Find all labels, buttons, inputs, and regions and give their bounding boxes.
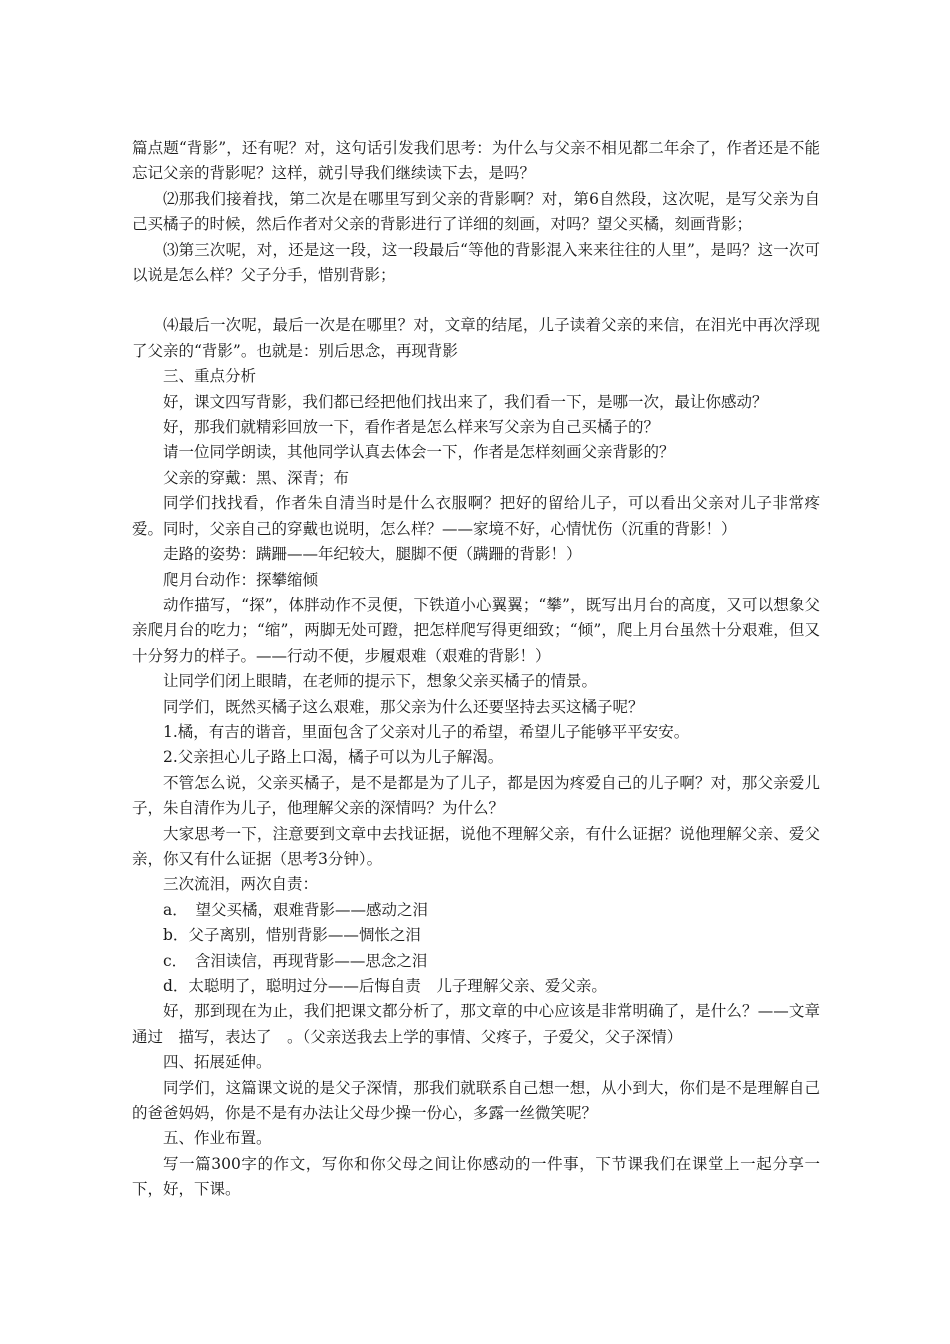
document-body	[132, 136, 820, 1203]
section-heading: 三、重点分析	[163, 367, 257, 386]
paragraph: 动作描写，“探”，体胖动作不灵便，下铁道小心翼翼；“攀”，既写出月台的高度，又可以想象父亲爬月台的吃力；“缩”，两脚无处可蹬，把怎样爬写得更细致；“倾”，爬上月台虽然十分艰难，但又十分努力的样子。——行动不便，步履艰难（艰难的背影！）	[132, 595, 820, 665]
list-item: b．父子离别，惜别背影——惆怅之泪	[163, 926, 421, 945]
paragraph: ⑷最后一次呢，最后一次是在哪里？对，文章的结尾，儿子读着父亲的来信，在泪光中再次浮现了父亲的“背影”。也就是：别后思念，再现背影	[132, 316, 820, 360]
paragraph: 好，课文四写背影，我们都已经把他们找出来了，我们看一下，是哪一次，最让你感动？	[163, 392, 768, 411]
paragraph: 爬月台动作：探攀缩倾	[163, 570, 319, 589]
list-item: 1.橘，有吉的谐音，里面包含了父亲对儿子的希望，希望儿子能够平平安安。	[163, 722, 690, 741]
paragraph: 同学们，既然买橘子这么艰难，那父亲为什么还要坚持去买这橘子呢？	[163, 697, 644, 716]
paragraph: 同学们找找看，作者朱自清当时是什么衣服啊？把好的留给儿子，可以看出父亲对儿子非常疼爱。同时，父亲自己的穿戴也说明，怎么样？——家境不好，心情忧伤（沉重的背影！）	[132, 494, 820, 538]
list-item: c． 含泪读信，再现背影——思念之泪	[163, 951, 428, 970]
list-item: 2.父亲担心儿子路上口渴，橘子可以为儿子解渴。	[163, 748, 504, 767]
list-item: a． 望父买橘，艰难背影——感动之泪	[163, 900, 428, 919]
list-item: d．太聪明了，聪明过分——后悔自责 儿子理解父亲、爱父亲。	[163, 977, 607, 995]
section-heading: 四、拓展延伸。	[163, 1053, 272, 1072]
paragraph: ⑶第三次呢，对，还是这一段，这一段最后“等他的背影混入来来往往的人里”，是吗？这一次可以说是怎么样？父子分手，惜别背影；	[132, 240, 820, 285]
paragraph: 好，那到现在为止，我们把课文都分析了，那文章的中心应该是非常明确了，是什么？——文章通过 描写，表达了 。（父亲送我去上学的事情、父疼子，子爱父，父子深情）	[132, 1002, 820, 1046]
paragraph: 篇点题“背影”，还有呢？对，这句话引发我们思考：为什么与父亲不相见都二年余了，作者还是不能忘记父亲的背影呢？这样，就引导我们继续读下去，是吗？	[132, 139, 820, 183]
paragraph: 好，那我们就精彩回放一下，看作者是怎么样来写父亲为自己买橘子的？	[163, 418, 660, 437]
section-heading: 五、作业布置。	[163, 1129, 272, 1148]
paragraph: 三次流泪，两次自责：	[163, 875, 319, 894]
paragraph: 写一篇300字的作文，写你和你父母之间让你感动的一件事，下节课我们在课堂上一起分享一下，好，下课。	[132, 1154, 820, 1199]
paragraph: 同学们，这篇课文说的是父子深情，那我们就联系自己想一想，从小到大，你们是不是理解自己的爸爸妈妈，你是不是有办法让父母少操一份心，多露一丝微笑呢？	[132, 1078, 820, 1123]
paragraph: 走路的姿势：蹒跚——年纪较大，腿脚不便（蹒跚的背影！）	[163, 545, 582, 564]
paragraph: 请一位同学朗读，其他同学认真去体会一下，作者是怎样刻画父亲背影的？	[163, 443, 675, 462]
paragraph: ⑵那我们接着找，第二次是在哪里写到父亲的背影啊？对，第6自然段，这次呢，是写父亲为自己买橘子的时候，然后作者对父亲的背影进行了详细的刻画，对吗？望父买橘，刻画背影；	[132, 189, 820, 234]
paragraph: 让同学们闭上眼睛，在老师的提示下，想象父亲买橘子的情景。	[163, 672, 598, 691]
paragraph: 不管怎么说，父亲买橘子，是不是都是为了儿子，都是因为疼爱自己的儿子啊？对，那父亲爱儿子，朱自清作为儿子，他理解父亲的深情吗？为什么？	[132, 773, 820, 818]
paragraph: 父亲的穿戴：黑、深青；布	[163, 468, 350, 487]
paragraph: 大家思考一下，注意要到文章中去找证据，说他不理解父亲，有什么证据？说他理解父亲、爱父亲，你又有什么证据（思考3分钟）。	[132, 824, 820, 868]
